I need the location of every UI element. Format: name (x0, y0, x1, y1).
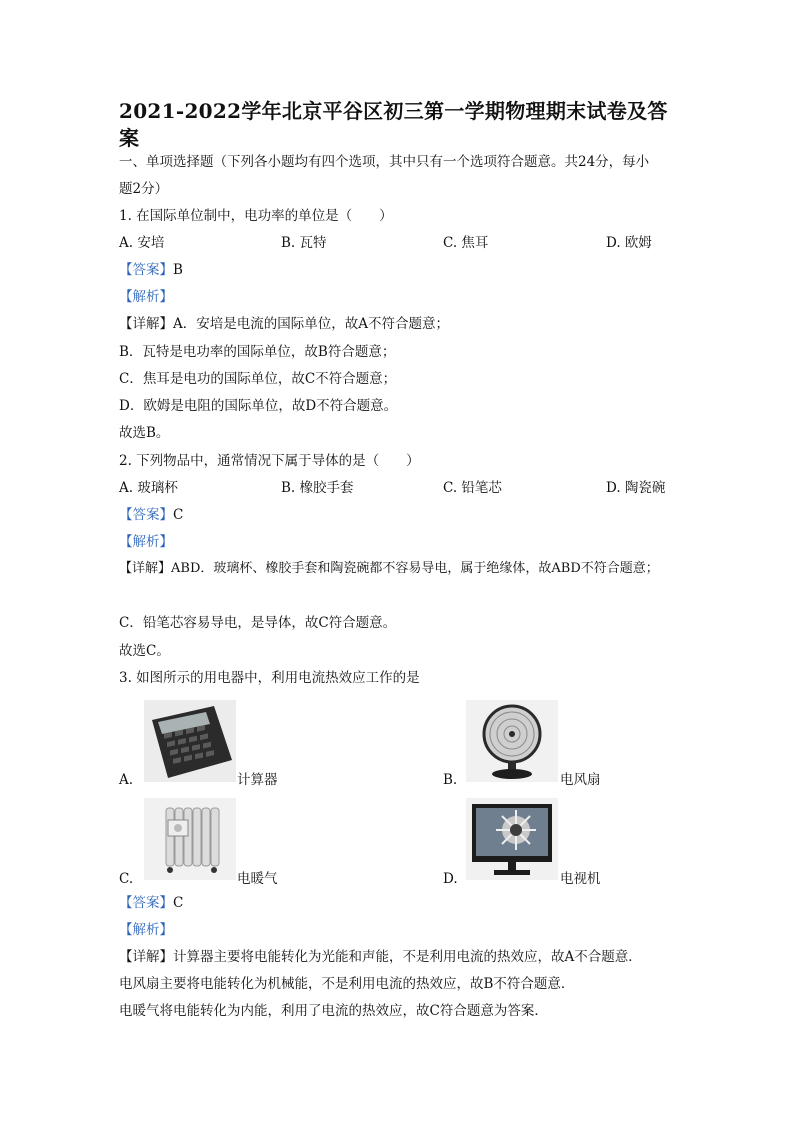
q3-answer (119, 894, 183, 912)
q2-option-b: B. 橡胶手套 (281, 480, 354, 496)
q1-option-a: A. 安培 (119, 235, 165, 251)
tv-icon (466, 798, 558, 880)
detail-label: 【详解】 (119, 316, 173, 332)
q1-detail-line: D．欧姆是电阻的国际单位，故D不符合题意。 (119, 398, 398, 414)
q3-option-d-caption: 电视机 (560, 871, 601, 887)
q1-conclusion: 故选B。 (119, 425, 170, 441)
fan-icon (466, 700, 558, 782)
q1-analysis-label: 【解析】 (119, 289, 173, 305)
detail-text: ABD．玻璃杯、橡胶手套和陶瓷碗都不容易导电，属于绝缘体，故ABD不符合题意； (171, 561, 659, 576)
q1-option-c: C. 焦耳 (443, 235, 489, 251)
q3-detail-first (119, 948, 642, 966)
section-heading-line-2: 题2分） (119, 181, 169, 197)
section-heading-line-1: 一、单项选择题（下列各小题均有四个选项，其中只有一个选项符合题意。共24分，每小 (119, 154, 650, 170)
q3-analysis-label: 【解析】 (119, 922, 173, 938)
q2-detail-line: C．铅笔芯容易导电，是导体，故C符合题意。 (119, 615, 397, 631)
detail-label: 【详解】 (119, 949, 173, 965)
answer-label: 【答案】 (119, 895, 173, 911)
calculator-image (144, 700, 236, 782)
q2-analysis-label: 【解析】 (119, 534, 173, 550)
answer-value: B (173, 262, 183, 278)
q2-conclusion: 故选C。 (119, 643, 170, 659)
q3-stem: 3. 如图所示的用电器中，利用电流热效应工作的是 (119, 670, 420, 686)
detail-label: 【详解】 (119, 561, 172, 576)
television-image (466, 798, 558, 880)
detail-text: A．安培是电流的国际单位，故A不符合题意； (173, 316, 449, 332)
q1-answer (119, 261, 183, 279)
q1-detail-line: B．瓦特是电功率的国际单位，故B符合题意； (119, 344, 396, 360)
q2-answer (119, 506, 183, 524)
q1-option-b: B. 瓦特 (281, 235, 327, 251)
q2-detail-first (119, 560, 659, 578)
answer-label: 【答案】 (119, 507, 173, 523)
q3-detail-line: 电风扇主要将电能转化为机械能，不是利用电流的热效应，故B不符合题意． (119, 976, 575, 992)
q3-option-b-letter: B. (443, 772, 458, 788)
q3-option-d-letter: D. (443, 871, 458, 887)
document-title: 2021-2022学年北京平谷区初三第一学期物理期末试卷及答案 (119, 99, 668, 150)
q3-option-a-caption: 计算器 (237, 772, 278, 788)
answer-value: C (173, 507, 184, 523)
detail-text: 计算器主要将电能转化为光能和声能，不是利用电流的热效应，故A不合题意． (173, 949, 642, 965)
answer-label: 【答案】 (119, 262, 173, 278)
q2-option-c: C. 铅笔芯 (443, 480, 502, 496)
electric-fan-image (466, 700, 558, 782)
answer-value: C (173, 895, 184, 911)
q1-option-d: D. 欧姆 (606, 235, 652, 251)
q1-stem: 1. 在国际单位制中，电功率的单位是（ ） (119, 208, 393, 224)
q2-option-d: D. 陶瓷碗 (606, 480, 666, 496)
q2-stem: 2. 下列物品中，通常情况下属于导体的是（ ） (119, 453, 420, 469)
q1-detail-first (119, 315, 449, 333)
q3-option-a-letter: A. (119, 772, 134, 788)
q2-option-a: A. 玻璃杯 (119, 480, 178, 496)
q3-option-c-caption: 电暖气 (237, 871, 278, 887)
q3-option-c-letter: C. (119, 871, 134, 887)
electric-heater-image (144, 798, 236, 880)
heater-icon (144, 798, 236, 880)
q1-detail-line: C．焦耳是电功的国际单位，故C不符合题意； (119, 371, 397, 387)
calculator-icon (144, 700, 236, 782)
q3-detail-line: 电暖气将电能转化为内能，利用了电流的热效应，故C符合题意为答案． (119, 1003, 548, 1019)
q3-option-b-caption: 电风扇 (560, 772, 601, 788)
